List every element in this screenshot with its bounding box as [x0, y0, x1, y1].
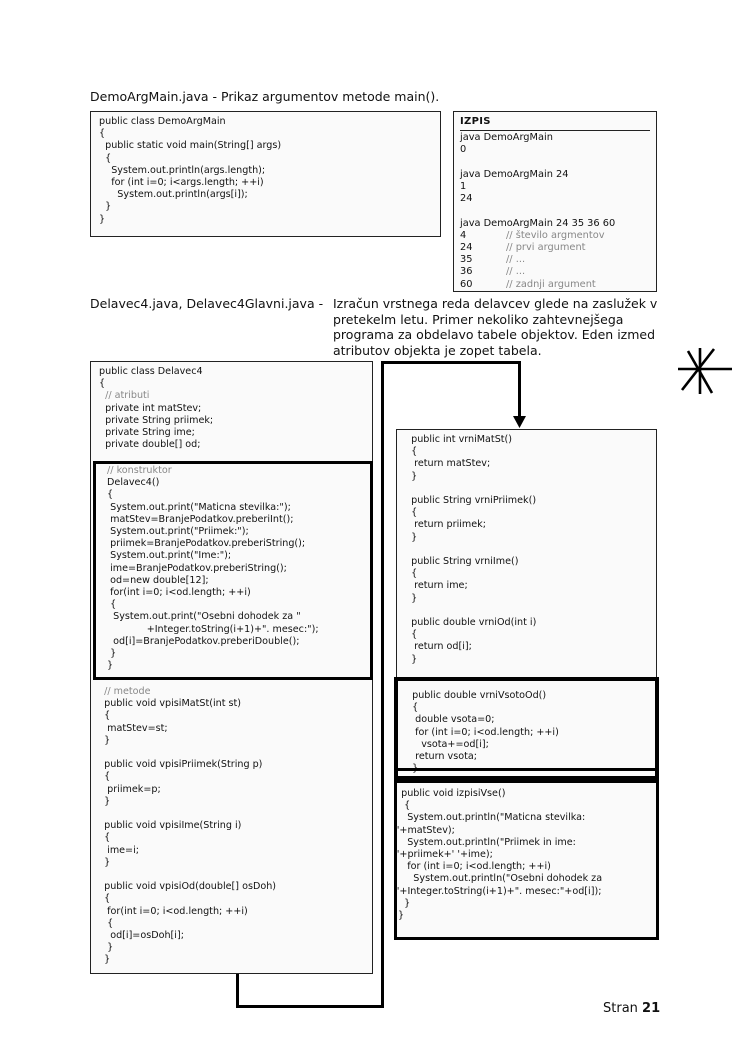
code-line: {	[99, 128, 106, 140]
output-line	[460, 279, 650, 291]
code-line: }	[405, 653, 418, 665]
code-line: {	[406, 702, 419, 714]
connector-line-bottom	[236, 1005, 384, 1008]
code-line	[405, 483, 536, 495]
code-comment: // atributi	[99, 390, 150, 402]
output-value: 60	[460, 278, 473, 290]
code-line: {	[98, 832, 111, 844]
code-line: System.out.print("Priimek:");	[104, 526, 249, 538]
output-value: 1	[460, 181, 467, 193]
output-value: 36	[460, 266, 473, 278]
code-line: double vsota=0;	[406, 714, 495, 726]
connector-line-top	[381, 361, 521, 364]
section2-heading-description	[333, 296, 657, 358]
demoargmain-code-box	[90, 111, 441, 237]
output-comment: // zadnji argument	[506, 278, 596, 290]
code-line: {	[405, 568, 418, 580]
code-line: for (int i=0; i<od.length; ++i)	[406, 726, 559, 738]
code-line: public double vrniOd(int i)	[405, 617, 537, 629]
demoargmain-code	[99, 116, 281, 226]
output-title: IZPIS	[460, 116, 491, 127]
code-line: System.out.println(args[i]);	[99, 189, 248, 201]
code-line: "+Integer.toString(i+1)+". mesec:"+od[i]);	[395, 885, 602, 897]
getters-code	[405, 434, 536, 666]
arrow-down-icon	[513, 416, 526, 429]
code-line: }	[405, 592, 418, 604]
code-comment: // konstruktor	[104, 465, 172, 476]
heading-description-line: programa za obdelavo tabele objektov. Eden izmed	[333, 327, 656, 343]
code-line: {	[98, 917, 114, 929]
output-comment: // število argmentov	[506, 229, 605, 241]
code-line: return ime;	[405, 580, 468, 592]
heading-description-line: pretekelm letu. Primer nekoliko zahtevnejšega	[333, 311, 624, 327]
code-line: }	[405, 470, 418, 482]
code-line: System.out.println(args.length);	[99, 164, 266, 176]
section2-heading-files: Delavec4.java, Delavec4Glavni.java -	[90, 296, 324, 311]
output-line	[460, 230, 650, 242]
code-line: return vsota;	[406, 751, 477, 763]
code-comment: // metode	[98, 686, 151, 697]
code-line: System.out.println("Priimek in ime:	[395, 836, 576, 848]
code-line: {	[395, 800, 411, 812]
class-header-code	[99, 366, 213, 451]
constructor-box	[93, 461, 373, 680]
page-number: 21	[642, 1001, 661, 1016]
output-runs	[460, 132, 650, 291]
output-line	[460, 144, 650, 156]
sum-box-divider	[396, 768, 657, 771]
code-line: }	[98, 795, 111, 807]
code-line: matStev=st;	[98, 722, 168, 734]
code-line: public String vrniIme()	[405, 556, 519, 568]
code-line: System.out.println("Maticna stevilka:	[395, 812, 586, 824]
output-comment: // ...	[506, 266, 526, 278]
code-line: public void izpisiVse()	[395, 788, 506, 799]
code-line: public int vrniMatSt()	[405, 434, 513, 445]
asterisk-decoration-icon	[676, 346, 734, 398]
code-line	[98, 869, 276, 881]
code-line: ime=i;	[98, 844, 139, 856]
output-value: 24	[460, 242, 473, 254]
code-line: return od[i];	[405, 641, 472, 653]
code-line: }	[98, 734, 111, 746]
connector-line-down	[236, 974, 239, 1008]
code-line: }	[98, 954, 111, 966]
code-line: "+priimek+' '+ime);	[395, 849, 493, 861]
output-spacer	[460, 205, 650, 217]
sum-method-box	[394, 677, 659, 780]
code-line: "+matStev);	[395, 824, 455, 836]
code-line: od[i]=osDoh[i];	[98, 930, 184, 942]
code-line: public void vpisiIme(String i)	[98, 820, 242, 832]
code-line: +Integer.toString(i+1)+". mesec:");	[104, 623, 319, 635]
code-line: {	[104, 489, 114, 501]
code-line: System.out.print("Osebni dohodek za "	[104, 611, 301, 623]
output-value: 4	[460, 229, 467, 241]
code-line: {	[99, 378, 106, 390]
section1-heading: DemoArgMain.java - Prikaz argumentov metode main().	[90, 89, 440, 104]
output-line	[460, 181, 650, 193]
code-line: public double vrniVsotoOd()	[406, 690, 547, 701]
print-method-box	[394, 780, 659, 940]
code-line: public class Delavec4	[99, 366, 203, 377]
code-line: }	[104, 660, 114, 672]
code-line: private String priimek;	[99, 414, 214, 426]
code-line: public class DemoArgMain	[99, 116, 226, 127]
code-line: od[i]=BranjePodatkov.preberiDouble();	[104, 635, 300, 647]
code-line: }	[405, 531, 418, 543]
sum-method-code	[406, 690, 559, 775]
code-line: od=new double[12];	[104, 574, 209, 586]
code-line: }	[99, 201, 112, 213]
code-line: public void vpisiOd(double[] osDoh)	[98, 881, 277, 893]
code-line: }	[98, 942, 114, 954]
code-line: public static void main(String[] args)	[99, 140, 282, 152]
code-line: priimek=p;	[98, 783, 161, 795]
code-line: {	[405, 629, 418, 641]
output-line	[460, 242, 650, 254]
output-value: 24	[460, 193, 473, 205]
code-line: System.out.print("Maticna stevilka:");	[104, 501, 291, 513]
output-value: 0	[460, 144, 467, 156]
code-line: System.out.println("Osebni dohodek za	[395, 873, 603, 885]
code-line: System.out.print("Ime:");	[104, 550, 232, 562]
output-line	[460, 193, 650, 205]
code-line: vsota+=od[i];	[406, 738, 489, 750]
page-label: Stran	[603, 1001, 638, 1016]
code-line: }	[104, 648, 117, 660]
code-line: {	[99, 152, 112, 164]
code-line: }	[99, 213, 106, 225]
code-line: matStev=BranjePodatkov.preberiInt();	[104, 513, 294, 525]
code-line	[98, 747, 276, 759]
code-line: priimek=BranjePodatkov.preberiString();	[104, 538, 306, 550]
code-line	[98, 808, 276, 820]
output-command: java DemoArgMain	[460, 132, 553, 144]
code-line: public void vpisiMatSt(int st)	[98, 698, 242, 710]
connector-line-arrow-shaft	[518, 361, 521, 419]
connector-line-vertical	[381, 361, 384, 1008]
code-line: for(int i=0; i<od.length; ++i)	[104, 587, 251, 599]
heading-description-line: Izračun vrstnega reda delavcev glede na zaslužek v	[333, 296, 658, 311]
code-line: }	[395, 897, 411, 909]
output-title-rule	[460, 130, 650, 131]
output-box	[453, 111, 657, 292]
output-spacer	[460, 157, 650, 169]
output-comment: // ...	[506, 254, 526, 266]
output-command: java DemoArgMain 24	[460, 168, 569, 180]
code-line: for (int i=0; i<args.length; ++i)	[99, 177, 264, 189]
output-command: java DemoArgMain 24 35 36 60	[460, 217, 616, 229]
code-line: {	[98, 771, 111, 783]
code-line: }	[98, 856, 111, 868]
code-line: {	[98, 710, 111, 722]
code-line	[405, 605, 536, 617]
code-line: private int matStev;	[99, 402, 202, 414]
output-comment: // prvi argument	[506, 242, 586, 254]
heading-description-line: atributov objekta je zopet tabela.	[333, 342, 542, 358]
code-line: for(int i=0; i<od.length; ++i)	[98, 905, 248, 917]
code-line: return matStev;	[405, 458, 491, 470]
code-line: return priimek;	[405, 519, 486, 531]
code-line: {	[405, 446, 418, 458]
page-footer	[603, 1001, 660, 1016]
code-line: public void vpisiPriimek(String p)	[98, 759, 263, 771]
output-line	[460, 266, 650, 278]
constructor-code	[104, 465, 319, 672]
code-line: for (int i=0; i<od.length; ++i)	[395, 861, 551, 873]
print-method-code	[395, 788, 602, 922]
setters-code	[98, 686, 276, 967]
code-line: Delavec4()	[104, 477, 160, 489]
code-line	[405, 544, 536, 556]
output-line	[460, 254, 650, 266]
code-line: {	[98, 893, 111, 905]
code-line: public String vrniPriimek()	[405, 495, 537, 507]
code-line: {	[405, 507, 418, 519]
output-value: 35	[460, 254, 473, 266]
code-line: private double[] od;	[99, 439, 201, 451]
code-line: }	[395, 910, 405, 922]
code-line: private String ime;	[99, 427, 195, 439]
code-line: ime=BranjePodatkov.preberiString();	[104, 562, 287, 574]
code-line: {	[104, 599, 117, 611]
